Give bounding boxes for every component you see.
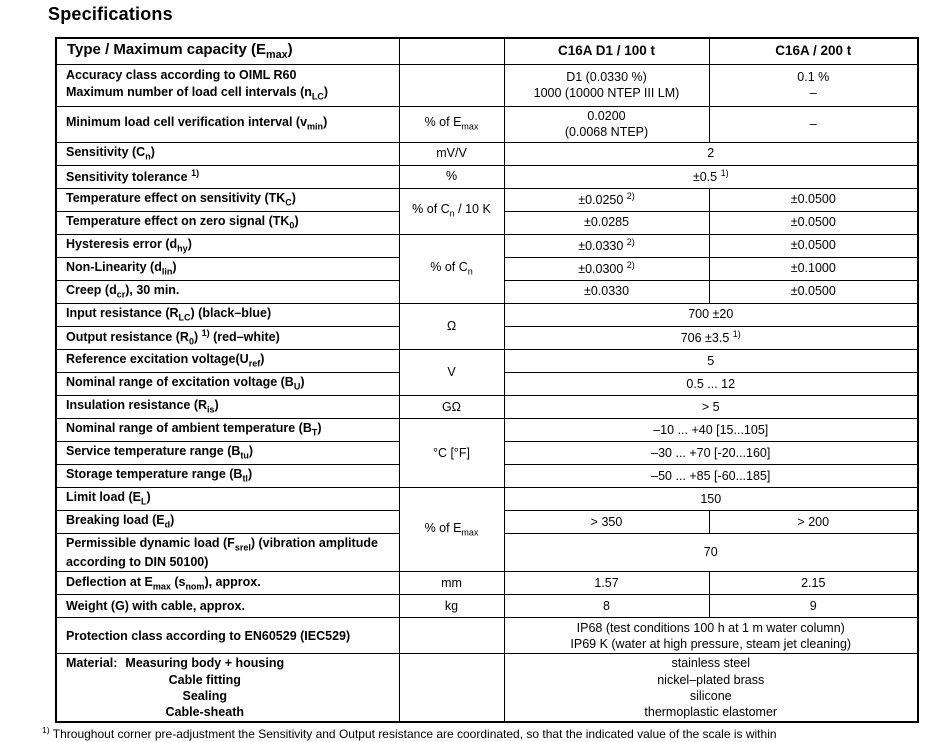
creep-value-100t: ±0.0330 [504, 280, 709, 303]
weight-value-100t: 8 [504, 595, 709, 618]
sensitivity-tolerance-value: ±0.5 $^{1)}$ [504, 165, 918, 188]
row-tk-sensitivity [56, 188, 918, 211]
tk-zero-value-100t: ±0.0285 [504, 211, 709, 234]
material-item-cable-fitting: Cable fitting [168, 672, 241, 687]
breaking-load-value-100t: > 350 [504, 510, 709, 533]
hysteresis-label: Hysteresis error $(d_{hy})$ [56, 234, 399, 257]
sensitivity-unit: mV/V [399, 142, 504, 165]
row-deflection [56, 572, 918, 595]
limit-load-value: 150 [504, 487, 918, 510]
min-verification-value-line2: (0.0068 NTEP) [564, 125, 649, 139]
weight-unit: kg [399, 595, 504, 618]
dynamic-load-label: Permissible dynamic load $(F_{srel})$ (vibration amplitude according to DIN 50100) [56, 533, 399, 571]
cn-unit: % of $C_n$ [399, 234, 504, 303]
input-resistance-label: Input resistance $(R_{LC})$ (black–blue) [56, 303, 399, 326]
protection-value-line1: IP68 (test conditions 100 h at 1 m water column) [576, 620, 845, 635]
deflection-label: Deflection at $E_{max}$ $(s_{nom})$, approx. [56, 572, 399, 595]
non-linearity-value-100t: ±0.0300 $^{2)}$ [504, 257, 709, 280]
row-hysteresis [56, 234, 918, 257]
table-header-row [56, 38, 918, 64]
tk-sensitivity-value-200t: ±0.0500 [709, 188, 918, 211]
limit-load-label: Limit load $(E_L)$ [56, 487, 399, 510]
input-resistance-value: 700 ±20 [504, 303, 918, 326]
output-resistance-value: 706 ±3.5 $^{1)}$ [504, 326, 918, 349]
min-verification-value-line1: 0.0200 [587, 108, 626, 123]
row-material [56, 654, 918, 723]
protection-value-line2: IP69 K (water at high pressure, steam jet cleaning) [570, 636, 852, 651]
storage-temperature-value: –50 ... +85 [-60...185] [504, 464, 918, 487]
accuracy-intervals-values-200t [709, 64, 918, 106]
hysteresis-value-100t: ±0.0330 $^{2)}$ [504, 234, 709, 257]
excitation-range-value: 0.5 ... 12 [504, 372, 918, 395]
material-value-silicone: silicone [689, 688, 732, 703]
row-limit-load [56, 487, 918, 510]
deflection-value-200t: 2.15 [709, 572, 918, 595]
material-value-nickel-brass: nickel–plated brass [657, 672, 765, 687]
accuracy-intervals-labels [56, 64, 399, 106]
intervals-value-100t: 1000 (10000 NTEP III LM) [533, 86, 680, 100]
non-linearity-label: Non-Linearity $(d_{lin})$ [56, 257, 399, 280]
storage-temperature-label: Storage temperature range $(B_{tl})$ [56, 464, 399, 487]
header-model-c16a-200t: C16A / 200 t [709, 38, 918, 64]
load-unit: % of $E_{max}$ [399, 487, 504, 571]
material-item-cable-sheath: Cable-sheath [165, 705, 244, 720]
header-model-c16a-d1-100t: C16A D1 / 100 t [504, 38, 709, 64]
material-value-elastomer: thermoplastic elastomer [644, 705, 778, 720]
footnote-1: $^{1)}$ Throughout corner pre-adjustment the Sensitivity and Output resistance are coordinated, so that the indicated value of the scale is within [42, 725, 777, 742]
accuracy-unit-empty [399, 64, 504, 106]
tk-zero-value-200t: ±0.0500 [709, 211, 918, 234]
tk-sensitivity-value-100t: ±0.0250 $^{2)}$ [504, 188, 709, 211]
accuracy-value-200t: 0.1 % [797, 69, 830, 84]
protection-value [504, 618, 918, 654]
page-title: Specifications [48, 4, 173, 24]
accuracy-value-100t: D1 (0.0330 %) [566, 69, 647, 84]
min-verification-unit: % of $E_{max}$ [399, 106, 504, 142]
creep-label: Creep $(d_{cr})$, 30 min. [56, 280, 399, 303]
row-min-verification [56, 106, 918, 142]
service-temperature-value: –30 ... +70 [-20...160] [504, 441, 918, 464]
tk-sensitivity-label: Temperature effect on sensitivity $(TK_C)$ [56, 188, 399, 211]
insulation-unit: GΩ [399, 395, 504, 418]
header-unit-column [399, 38, 504, 64]
breaking-load-label: Breaking load $(E_d)$ [56, 510, 399, 533]
row-input-resistance [56, 303, 918, 326]
row-sensitivity-tolerance [56, 165, 918, 188]
material-value-stainless-steel: stainless steel [671, 656, 750, 671]
service-temperature-label: Service temperature range $(B_{tu})$ [56, 441, 399, 464]
output-resistance-label: Output resistance $(R_0)$ $^{1)}$ (red–white) [56, 326, 399, 349]
material-label: Material: [66, 656, 118, 671]
row-protection-class [56, 618, 918, 654]
accuracy-label: Accuracy class according to OIML R60 [66, 68, 297, 83]
protection-unit-empty [399, 618, 504, 654]
ref-excitation-value: 5 [504, 349, 918, 372]
material-item-body-housing: Measuring body + housing [125, 656, 285, 671]
temperature-unit: °C [°F] [399, 418, 504, 487]
header-type-capacity: Type / Maximum capacity $(E_{max})$ [56, 38, 399, 64]
ambient-temperature-value: –10 ... +40 [15...105] [504, 418, 918, 441]
intervals-label: Maximum number of load cell intervals $(n_{LC})$ [66, 84, 329, 102]
material-item-sealing: Sealing [182, 688, 227, 703]
min-verification-label: Minimum load cell verification interval $(v_{min})$ [56, 106, 399, 142]
row-weight [56, 595, 918, 618]
deflection-unit: mm [399, 572, 504, 595]
ambient-temperature-label: Nominal range of ambient temperature $(B_T)$ [56, 418, 399, 441]
breaking-load-value-200t: > 200 [709, 510, 918, 533]
deflection-value-100t: 1.57 [504, 572, 709, 595]
protection-label: Protection class according to EN60529 (IEC529) [56, 618, 399, 654]
row-accuracy-intervals [56, 64, 918, 106]
hysteresis-value-200t: ±0.0500 [709, 234, 918, 257]
sensitivity-value: 2 [504, 142, 918, 165]
row-insulation [56, 395, 918, 418]
weight-value-200t: 9 [709, 595, 918, 618]
insulation-value: > 5 [504, 395, 918, 418]
material-unit-empty [399, 654, 504, 723]
dynamic-load-value: 70 [504, 533, 918, 571]
tk-zero-label: Temperature effect on zero signal $(TK_0)$ [56, 211, 399, 234]
material-content [66, 655, 393, 720]
accuracy-intervals-values-100t [504, 64, 709, 106]
voltage-unit: V [399, 349, 504, 395]
sensitivity-tolerance-label: Sensitivity tolerance $^{1)}$ [56, 165, 399, 188]
row-ambient-temperature [56, 418, 918, 441]
material-items [125, 655, 284, 720]
min-verification-value-200t: – [709, 106, 918, 142]
creep-value-200t: ±0.0500 [709, 280, 918, 303]
row-sensitivity [56, 142, 918, 165]
material-cell [56, 654, 399, 723]
excitation-range-label: Nominal range of excitation voltage $(B_U)$ [56, 372, 399, 395]
resistance-unit: Ω [399, 303, 504, 349]
insulation-label: Insulation resistance $(R_{is})$ [56, 395, 399, 418]
intervals-value-200t: – [809, 86, 817, 100]
sensitivity-label: Sensitivity $(C_n)$ [56, 142, 399, 165]
min-verification-value-100t [504, 106, 709, 142]
tk-unit: % of $C_n / 10$ K [399, 188, 504, 234]
non-linearity-value-200t: ±0.1000 [709, 257, 918, 280]
weight-label: Weight (G) with cable, approx. [56, 595, 399, 618]
specifications-table [55, 37, 919, 723]
material-values [504, 654, 918, 723]
row-ref-excitation [56, 349, 918, 372]
ref-excitation-label: Reference excitation $voltage(U_{ref})$ [56, 349, 399, 372]
sensitivity-tolerance-unit: % [399, 165, 504, 188]
